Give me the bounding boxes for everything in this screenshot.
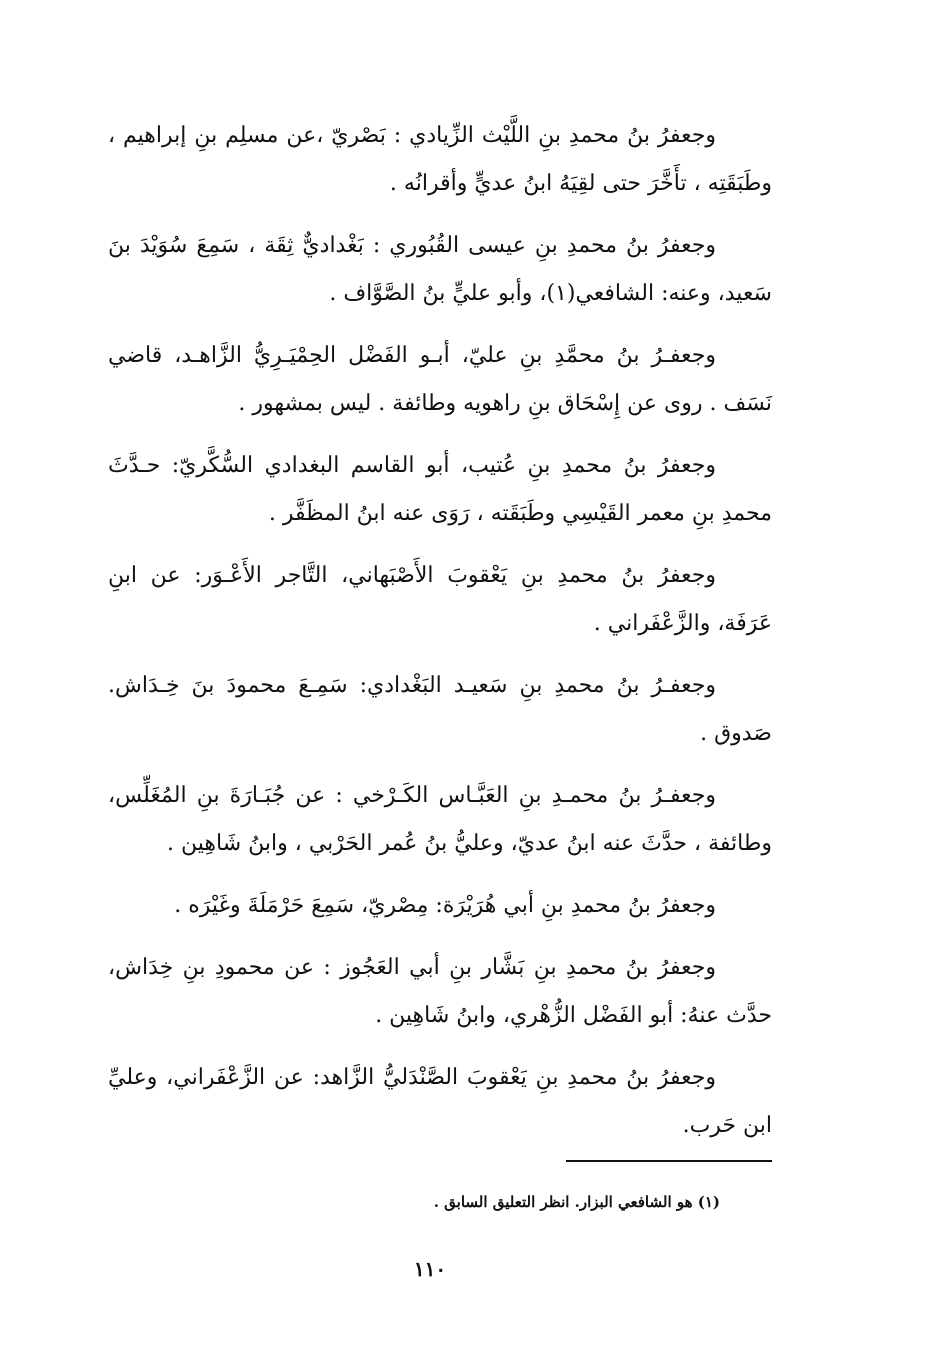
entry xyxy=(108,112,772,208)
entry-first-line: وجعفرُ بنُ محمدِ بنِ يَعْقوبَ الأَصْبَهاني، التَّاجر الأَعْـوَر: عن ابنِ xyxy=(108,563,716,588)
entry xyxy=(108,222,772,318)
entry-second-line: سَعيد، وعنه: الشافعي(١)، وأبو عليٍّ بنُ الصَّوَّاف . xyxy=(329,281,772,306)
entry-second-line: ابن حَرب. xyxy=(682,1113,772,1138)
footnote: (١) هو الشافعي البزار. انظر التعليق السابق . xyxy=(433,1193,720,1211)
entry-first-line: وجعفرُ بنُ محمدِ بنِ يَعْقوبَ الصَّنْدَليُّ الزَّاهد: عن الزَّعْفَراني، وعليِّ xyxy=(108,1065,716,1090)
biography-entries xyxy=(108,112,772,1164)
entry-second-line: صَدوق . xyxy=(700,721,772,746)
entry xyxy=(108,552,772,648)
footnote-divider xyxy=(566,1160,772,1162)
entry xyxy=(108,882,772,930)
entry-first-line: وجعفـرُ بنُ محمدِ بنِ سَعيـد البَغْدادي: سَمِـعَ محمودَ بنَ خِـدَاش. xyxy=(108,673,716,698)
entry-first-line: وجعفرُ بنُ محمدِ بنِ أبي هُرَيْرَة: مِصْريّ، سَمِعَ حَرْمَلَةَ وغَيْرَه . xyxy=(174,893,716,918)
entry xyxy=(108,332,772,428)
entry-first-line: وجعفـرُ بنُ محمَّدِ بنِ عليّ، أبـو الفَضْل الحِمْيَـرِيُّ الزَّاهـد، قاضي xyxy=(108,343,716,368)
entry-second-line: محمدِ بنِ معمر القَيْسِي وطَبَقَته ، رَوَى عنه ابنُ المظَفَّر . xyxy=(268,501,772,526)
entry-first-line: وجعفرُ بنُ محمدِ بنِ بَشَّار بنِ أبي العَجُوز : عن محمودِ بنِ خِدَاش، xyxy=(108,955,716,980)
entry xyxy=(108,772,772,868)
entry-first-line: وجعفـرُ بنُ محمـدِ بنِ العَبَّـاس الكَـرْخي : عن جُبَـارَةَ بنِ المُغَلِّس، xyxy=(108,783,716,808)
entry-first-line: وجعفرُ بنُ محمدِ بنِ عُتيب، أبو القاسم البغدادي السُّكَّريّ: حـدَّثَ xyxy=(108,453,716,478)
entry-second-line: حدَّث عنهُ: أبو الفَضْل الزُّهْري، وابنُ شَاهِين . xyxy=(375,1003,772,1028)
entry-second-line: وطائفة ، حدَّثَ عنه ابنُ عديّ، وعليُّ بنُ عُمر الحَرْبي ، وابنُ شَاهِين . xyxy=(167,831,772,856)
entry-first-line: وجعفرُ بنُ محمدِ بنِ اللَّيْث الزِّيادي : بَصْريّ ،عن مسلِم بنِ إبراهيم ، xyxy=(108,123,716,148)
entry xyxy=(108,662,772,758)
entry xyxy=(108,944,772,1040)
entry-second-line: عَرَفَة، والزَّعْفَراني . xyxy=(593,611,772,636)
page-number: ١١٠ xyxy=(413,1257,447,1281)
entry-second-line: وطَبَقَتِه ، تأَخَّرَ حتى لقِيَهُ ابنُ عديٍّ وأقرانُه . xyxy=(389,171,772,196)
entry xyxy=(108,442,772,538)
entry-second-line: نَسَف . روى عن إِسْحَاق بنِ راهويه وطائفة . ليس بمشهور . xyxy=(238,391,772,416)
entry-first-line: وجعفرُ بنُ محمدِ بنِ عيسى القُبُوري : بَغْداديٌّ ثِقَة ، سَمِعَ سُوَيْدَ بنَ xyxy=(108,233,716,258)
entry xyxy=(108,1054,772,1150)
